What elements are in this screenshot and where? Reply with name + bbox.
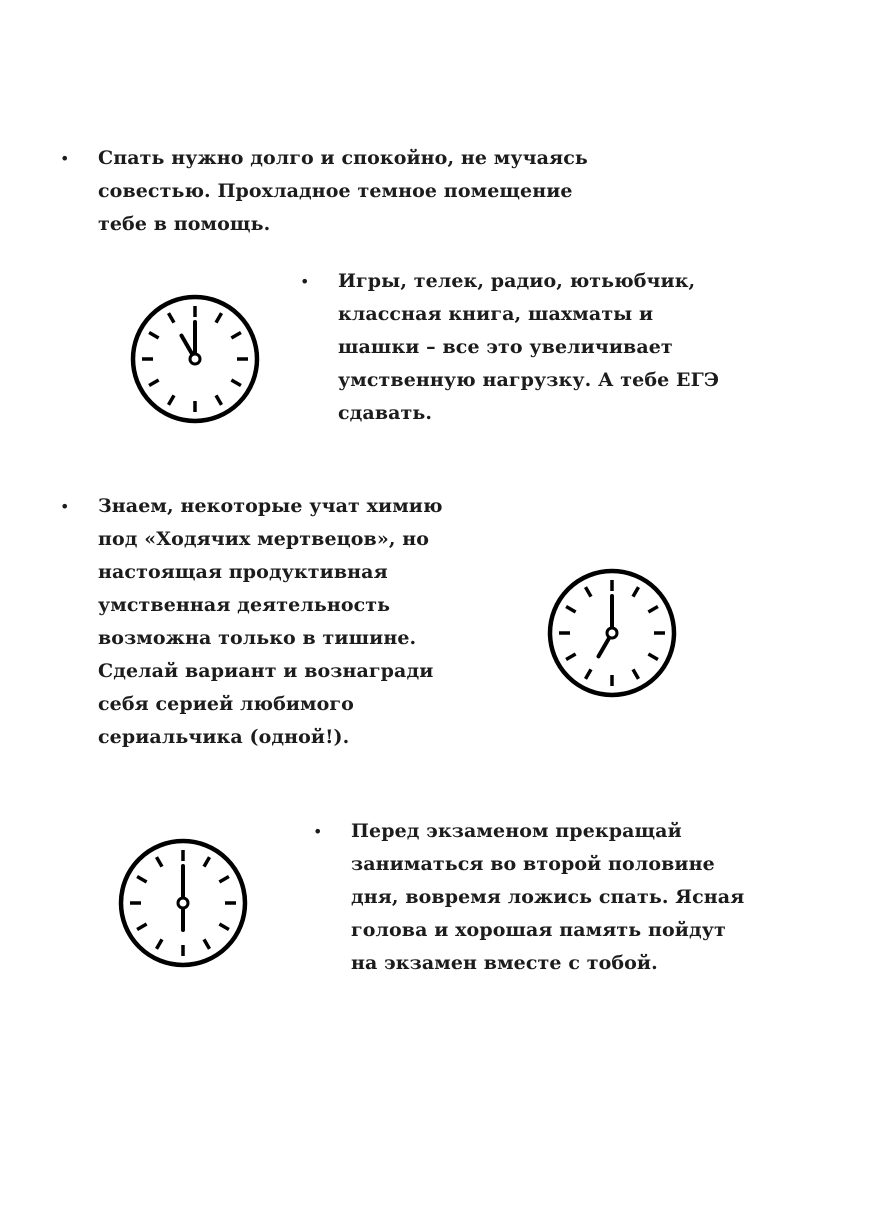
clock-center [178, 898, 188, 908]
clock-tick [586, 669, 592, 679]
clock-tick [137, 924, 147, 930]
bullet-marker: • [313, 822, 323, 841]
clock-tick [231, 333, 241, 339]
clock-tick [648, 654, 658, 660]
clock-tick [633, 587, 639, 597]
clock-tick [169, 395, 175, 405]
clock-tick [169, 313, 175, 323]
bullet-marker: • [60, 149, 70, 168]
clock-tick [633, 669, 639, 679]
bullet-text: Спать нужно долго и спокойно, не мучаясь совестью. Прохладное темное помещение тебе в помощь. [98, 147, 588, 235]
clock-tick [157, 939, 163, 949]
clock-center [190, 354, 200, 364]
clock-tick [648, 607, 658, 613]
clock-tick [231, 380, 241, 386]
clock-icon [545, 566, 679, 700]
bullet-marker: • [300, 272, 310, 291]
clock-tick [157, 857, 163, 867]
bullet-item-activities [300, 265, 719, 430]
clock-tick [216, 395, 222, 405]
clock-tick [586, 587, 592, 597]
bullet-text: Игры, телек, радио, ютьюбчик, классная книга, шахматы и шашки – все это увеличивает умственную нагрузку. А тебе ЕГЭ сдавать. [338, 270, 720, 424]
bullet-text: Перед экзаменом прекращай заниматься во второй половине дня, вовремя ложись спать. Ясная голова и хорошая память пойдут на экзамен вместе с тобой. [351, 820, 745, 974]
clock-tick [204, 857, 210, 867]
clock-tick [216, 313, 222, 323]
clock-tick [204, 939, 210, 949]
bullet-text: Знаем, некоторые учат химию под «Ходячих мертвецов», но настоящая продуктивная умственная деятельность возможна только в тишине. Сделай вариант и вознагради себя серией любимого сериальчика (одной!). [98, 495, 443, 748]
clock-tick [566, 607, 576, 613]
bullet-item-silence [60, 490, 443, 754]
clock-icon [116, 836, 250, 970]
clock-center [607, 628, 617, 638]
bullet-item-sleep [60, 142, 588, 241]
clock-icon [128, 292, 262, 426]
bullet-marker: • [60, 497, 70, 516]
clock-tick [137, 877, 147, 883]
clock-tick [219, 877, 229, 883]
bullet-item-exam-day [313, 815, 744, 980]
clock-tick [566, 654, 576, 660]
clock-tick [219, 924, 229, 930]
clock-tick [149, 333, 159, 339]
clock-tick [149, 380, 159, 386]
